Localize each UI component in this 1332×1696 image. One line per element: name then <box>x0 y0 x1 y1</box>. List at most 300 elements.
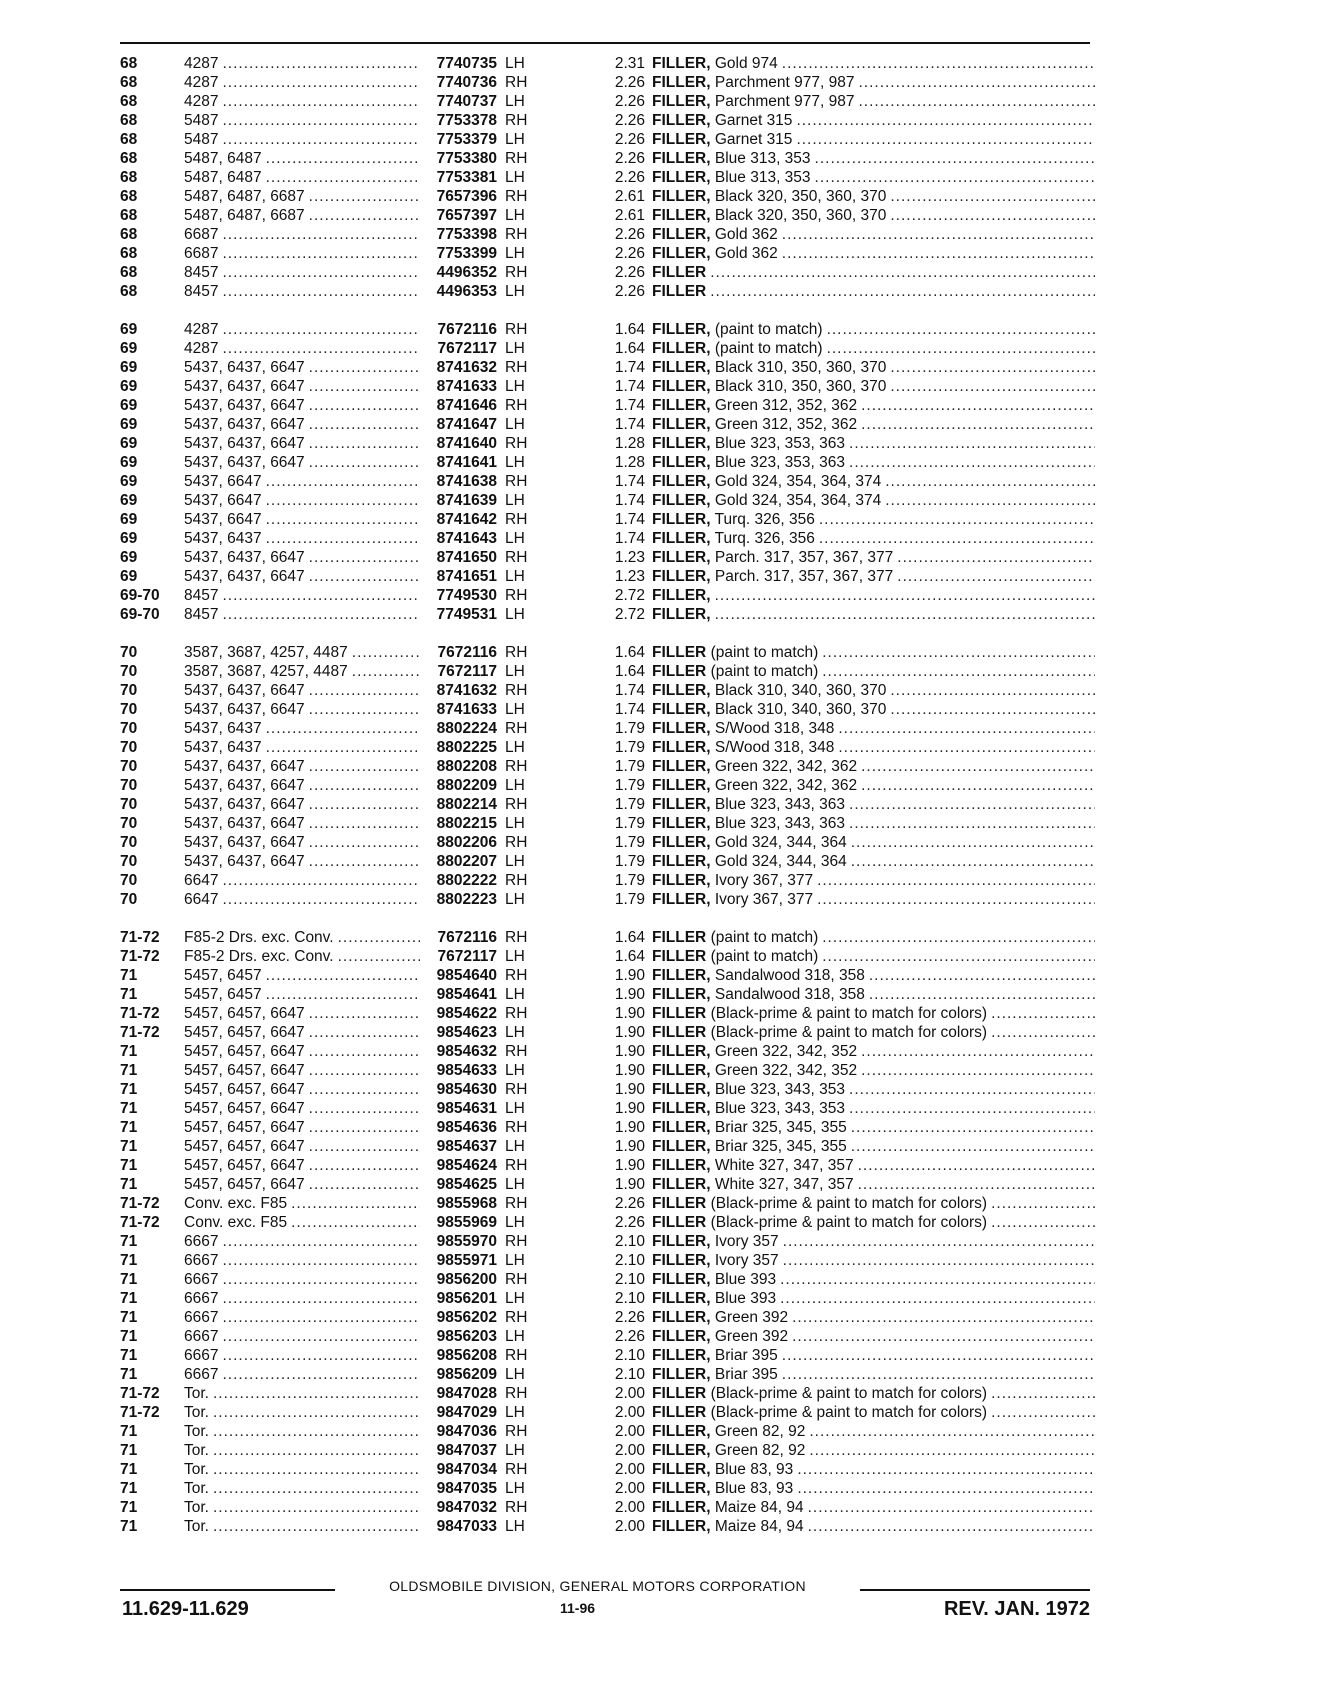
part-number: 9847034 <box>436 1461 497 1478</box>
side-indicator: LH <box>505 568 525 585</box>
leader-dots <box>851 1137 1095 1156</box>
model-year: 71 <box>120 1309 138 1326</box>
model-text: 6667 <box>184 1252 219 1269</box>
part-number: 4496353 <box>436 283 497 300</box>
part-number: 9856208 <box>436 1347 497 1364</box>
leader-dots <box>213 1384 420 1403</box>
model-text: 5437, 6437, 6647 <box>184 435 305 452</box>
model-year: 71-72 <box>120 929 160 946</box>
model-year: 71 <box>120 1347 138 1364</box>
color-description: Blue 323, 353, 363 <box>714 454 846 471</box>
model-numbers <box>184 1118 420 1137</box>
model-text: 5437, 6437, 6647 <box>184 682 305 699</box>
side-indicator: RH <box>505 1043 528 1060</box>
color-description: Green 322, 342, 362 <box>714 758 858 775</box>
part-name: FILLER, <box>652 454 711 471</box>
leader-dots <box>222 1327 420 1346</box>
part-description <box>652 1498 1095 1517</box>
part-number: 7657397 <box>436 207 497 224</box>
part-description <box>652 1251 1095 1270</box>
model-text: 5437, 6437 <box>184 530 262 547</box>
table-row <box>120 1441 1095 1460</box>
leader-dots <box>991 1004 1095 1023</box>
model-numbers <box>184 1517 420 1536</box>
part-name: FILLER, <box>652 682 711 699</box>
part-description <box>652 985 1095 1004</box>
leader-dots <box>222 1251 420 1270</box>
part-number: 8802209 <box>436 777 497 794</box>
list-price: 2.26 <box>614 93 645 110</box>
color-description: Blue 393 <box>714 1271 777 1288</box>
leader-dots <box>991 1194 1095 1213</box>
part-name: FILLER, <box>652 435 711 452</box>
leader-dots <box>861 776 1095 795</box>
model-numbers <box>184 1080 420 1099</box>
part-description <box>652 358 1095 377</box>
model-year: 71 <box>120 1499 138 1516</box>
list-price: 1.90 <box>614 1176 645 1193</box>
side-indicator: RH <box>505 226 528 243</box>
model-numbers <box>184 73 420 92</box>
model-year: 68 <box>120 207 138 224</box>
part-name: FILLER, <box>652 112 711 129</box>
list-price: 2.10 <box>614 1271 645 1288</box>
model-text: 5437, 6437, 6647 <box>184 549 305 566</box>
leader-dots <box>222 92 420 111</box>
color-description: (paint to match) <box>710 644 819 661</box>
model-numbers <box>184 1232 420 1251</box>
part-number: 8802225 <box>436 739 497 756</box>
part-number: 8741647 <box>436 416 497 433</box>
part-description <box>652 1023 1095 1042</box>
leader-dots <box>858 73 1095 92</box>
part-description <box>652 396 1095 415</box>
model-year: 71-72 <box>120 948 160 965</box>
leader-dots <box>782 244 1095 263</box>
list-price: 1.79 <box>614 739 645 756</box>
model-text: F85-2 Drs. exc. Conv. <box>184 929 334 946</box>
part-number: 8802223 <box>436 891 497 908</box>
table-row <box>120 1194 1095 1213</box>
leader-dots <box>861 415 1095 434</box>
table-row <box>120 1517 1095 1536</box>
part-name: FILLER, <box>652 834 711 851</box>
color-description: White 327, 347, 357 <box>714 1157 854 1174</box>
model-text: 6667 <box>184 1233 219 1250</box>
part-description <box>652 1118 1095 1137</box>
table-row <box>120 1023 1095 1042</box>
leader-dots <box>849 1080 1095 1099</box>
part-number: 7672116 <box>437 321 497 338</box>
model-numbers <box>184 814 420 833</box>
model-numbers <box>184 1441 420 1460</box>
part-description <box>652 871 1095 890</box>
list-price: 1.79 <box>614 834 645 851</box>
part-description <box>652 852 1095 871</box>
model-year: 71 <box>120 1252 138 1269</box>
part-name: FILLER, <box>652 1100 711 1117</box>
model-year: 71 <box>120 1043 138 1060</box>
model-numbers <box>184 605 420 624</box>
model-year: 71 <box>120 1100 138 1117</box>
model-numbers <box>184 719 420 738</box>
color-description: Blue 313, 353 <box>714 169 811 186</box>
model-numbers <box>184 168 420 187</box>
model-text: Tor. <box>184 1480 209 1497</box>
footer-rule-right <box>860 1589 1090 1591</box>
part-number: 9847035 <box>436 1480 497 1497</box>
list-price: 1.64 <box>614 340 645 357</box>
side-indicator: RH <box>505 264 528 281</box>
model-numbers <box>184 1460 420 1479</box>
table-row <box>120 1308 1095 1327</box>
part-name: FILLER <box>652 1404 707 1421</box>
part-name: FILLER, <box>652 74 711 91</box>
table-row <box>120 1422 1095 1441</box>
table-row <box>120 1042 1095 1061</box>
model-text: 5437, 6437, 6647 <box>184 815 305 832</box>
model-year: 70 <box>120 834 138 851</box>
part-name: FILLER, <box>652 1043 711 1060</box>
side-indicator: RH <box>505 1081 528 1098</box>
side-indicator: LH <box>505 454 525 471</box>
side-indicator: LH <box>505 701 525 718</box>
part-description <box>652 1460 1095 1479</box>
model-text: 5437, 6437, 6647 <box>184 568 305 585</box>
leader-dots <box>715 605 1095 624</box>
model-numbers <box>184 282 420 301</box>
section-gap <box>120 301 1095 320</box>
part-number: 8741643 <box>436 530 497 547</box>
leader-dots <box>222 1308 420 1327</box>
leader-dots <box>822 643 1095 662</box>
leader-dots <box>849 453 1095 472</box>
leader-dots <box>808 1517 1095 1536</box>
model-text: 6667 <box>184 1309 219 1326</box>
color-description: Ivory 367, 377 <box>714 872 814 889</box>
part-name: FILLER, <box>652 1119 711 1136</box>
leader-dots <box>815 149 1095 168</box>
list-price: 2.00 <box>614 1442 645 1459</box>
part-name: FILLER, <box>652 473 711 490</box>
model-text: 8457 <box>184 283 219 300</box>
part-description <box>652 1213 1095 1232</box>
leader-dots <box>780 1289 1095 1308</box>
list-price: 2.00 <box>614 1499 645 1516</box>
model-text: 5437, 6437, 6647 <box>184 701 305 718</box>
color-description: Ivory 357 <box>714 1233 779 1250</box>
side-indicator: RH <box>505 1385 528 1402</box>
part-name: FILLER <box>652 1005 707 1022</box>
model-text: 5437, 6437, 6647 <box>184 378 305 395</box>
leader-dots <box>809 1441 1095 1460</box>
model-year: 69 <box>120 530 138 547</box>
list-price: 2.10 <box>614 1233 645 1250</box>
part-number: 7672117 <box>437 663 497 680</box>
part-name: FILLER, <box>652 1480 711 1497</box>
leader-dots <box>783 1251 1095 1270</box>
side-indicator: RH <box>505 758 528 775</box>
model-text: 5487, 6487 <box>184 150 262 167</box>
part-description <box>652 282 1095 301</box>
leader-dots <box>849 434 1095 453</box>
leader-dots <box>222 73 420 92</box>
model-year: 70 <box>120 853 138 870</box>
leader-dots <box>782 1346 1095 1365</box>
revision-date: REV. JAN. 1972 <box>943 1598 1090 1620</box>
table-row <box>120 320 1095 339</box>
part-number: 8741638 <box>436 473 497 490</box>
model-numbers <box>184 434 420 453</box>
leader-dots <box>783 1232 1095 1251</box>
list-price: 2.10 <box>614 1347 645 1364</box>
part-description <box>652 1308 1095 1327</box>
model-numbers <box>184 415 420 434</box>
side-indicator: LH <box>505 815 525 832</box>
side-indicator: RH <box>505 397 528 414</box>
side-indicator: RH <box>505 682 528 699</box>
table-row <box>120 757 1095 776</box>
model-numbers <box>184 1403 420 1422</box>
part-description <box>652 1042 1095 1061</box>
leader-dots <box>222 111 420 130</box>
model-numbers <box>184 662 420 681</box>
list-price: 2.61 <box>614 188 645 205</box>
part-name: FILLER, <box>652 359 711 376</box>
list-price: 2.00 <box>614 1423 645 1440</box>
table-row <box>120 681 1095 700</box>
model-text: Tor. <box>184 1385 209 1402</box>
model-year: 69 <box>120 511 138 528</box>
list-price: 1.74 <box>614 492 645 509</box>
leader-dots <box>222 320 420 339</box>
color-description: Garnet 315 <box>714 131 793 148</box>
part-number: 8741641 <box>436 454 497 471</box>
model-numbers <box>184 510 420 529</box>
part-number: 9847028 <box>436 1385 497 1402</box>
model-numbers <box>184 1099 420 1118</box>
table-row <box>120 586 1095 605</box>
color-description: Parchment 977, 987 <box>714 74 855 91</box>
model-year: 71 <box>120 1290 138 1307</box>
list-price: 2.10 <box>614 1366 645 1383</box>
table-row <box>120 795 1095 814</box>
model-numbers <box>184 339 420 358</box>
leader-dots <box>222 130 420 149</box>
part-number: 9854637 <box>436 1138 497 1155</box>
part-name: FILLER, <box>652 397 711 414</box>
model-numbers <box>184 1289 420 1308</box>
part-name: FILLER <box>652 1024 707 1041</box>
part-number: 9847033 <box>436 1518 497 1535</box>
list-price: 2.26 <box>614 1328 645 1345</box>
table-row <box>120 453 1095 472</box>
part-description <box>652 1175 1095 1194</box>
leader-dots <box>817 890 1095 909</box>
part-number: 7753379 <box>436 131 497 148</box>
part-number: 7740737 <box>436 93 497 110</box>
color-description: Blue 323, 343, 353 <box>714 1081 846 1098</box>
leader-dots <box>890 681 1095 700</box>
part-number: 8802207 <box>436 853 497 870</box>
color-description: Green 322, 342, 352 <box>714 1062 858 1079</box>
part-number: 9854632 <box>436 1043 497 1060</box>
model-year: 68 <box>120 55 138 72</box>
model-numbers <box>184 1042 420 1061</box>
part-number: 9856203 <box>436 1328 497 1345</box>
model-text: 5437, 6437 <box>184 720 262 737</box>
model-numbers <box>184 1213 420 1232</box>
part-description <box>652 1346 1095 1365</box>
model-year: 71-72 <box>120 1195 160 1212</box>
leader-dots <box>858 1175 1095 1194</box>
part-number: 9847037 <box>436 1442 497 1459</box>
table-row <box>120 1327 1095 1346</box>
part-description <box>652 1137 1095 1156</box>
color-description: Briar 325, 345, 355 <box>714 1138 847 1155</box>
part-description <box>652 225 1095 244</box>
leader-dots <box>822 947 1095 966</box>
side-indicator: LH <box>505 340 525 357</box>
color-description: Ivory 367, 377 <box>714 891 814 908</box>
side-indicator: LH <box>505 492 525 509</box>
side-indicator: LH <box>505 1404 525 1421</box>
part-number: 8741633 <box>436 378 497 395</box>
leader-dots <box>869 985 1095 1004</box>
section-gap <box>120 624 1095 643</box>
model-text: 5457, 6457, 6647 <box>184 1138 305 1155</box>
part-name: FILLER, <box>652 815 711 832</box>
model-year: 69 <box>120 435 138 452</box>
model-year: 70 <box>120 815 138 832</box>
model-text: Tor. <box>184 1518 209 1535</box>
side-indicator: LH <box>505 986 525 1003</box>
side-indicator: RH <box>505 150 528 167</box>
part-name: FILLER, <box>652 796 711 813</box>
model-text: 8457 <box>184 264 219 281</box>
part-number: 8802224 <box>436 720 497 737</box>
part-description <box>652 1441 1095 1460</box>
part-description <box>652 472 1095 491</box>
model-text: 5457, 6457, 6647 <box>184 1119 305 1136</box>
part-description <box>652 890 1095 909</box>
part-number: 8802208 <box>436 758 497 775</box>
list-price: 2.26 <box>614 1195 645 1212</box>
part-description <box>652 1194 1095 1213</box>
model-year: 71 <box>120 1176 138 1193</box>
side-indicator: LH <box>505 131 525 148</box>
table-row <box>120 1061 1095 1080</box>
parts-table <box>120 54 1095 1536</box>
list-price: 1.79 <box>614 777 645 794</box>
part-description <box>652 1403 1095 1422</box>
part-number: 7672117 <box>437 948 497 965</box>
side-indicator: LH <box>505 606 525 623</box>
model-numbers <box>184 1365 420 1384</box>
model-numbers <box>184 472 420 491</box>
part-description <box>652 206 1095 225</box>
color-description: (Black-prime & paint to match for colors) <box>710 1404 988 1421</box>
table-row <box>120 282 1095 301</box>
side-indicator: LH <box>505 1100 525 1117</box>
model-year: 71 <box>120 986 138 1003</box>
side-indicator: LH <box>505 1442 525 1459</box>
table-row <box>120 567 1095 586</box>
part-name: FILLER, <box>652 1499 711 1516</box>
part-name: FILLER <box>652 283 707 300</box>
table-row <box>120 92 1095 111</box>
part-description <box>652 187 1095 206</box>
color-description: White 327, 347, 357 <box>714 1176 854 1193</box>
model-text: 4287 <box>184 93 219 110</box>
part-number: 8741632 <box>436 682 497 699</box>
side-indicator: RH <box>505 967 528 984</box>
part-number: 7672116 <box>437 929 497 946</box>
model-text: 5487, 6487, 6687 <box>184 207 305 224</box>
part-description <box>652 1289 1095 1308</box>
side-indicator: LH <box>505 948 525 965</box>
side-indicator: RH <box>505 1157 528 1174</box>
side-indicator: LH <box>505 1252 525 1269</box>
model-text: 5437, 6437, 6647 <box>184 758 305 775</box>
model-numbers <box>184 320 420 339</box>
color-description: Gold 974 <box>714 55 778 72</box>
part-number: 7740735 <box>436 55 497 72</box>
model-year: 69-70 <box>120 587 160 604</box>
part-number: 8802206 <box>436 834 497 851</box>
part-description <box>652 73 1095 92</box>
table-row <box>120 1365 1095 1384</box>
part-name: FILLER, <box>652 245 711 262</box>
leader-dots <box>808 1498 1095 1517</box>
leader-dots <box>222 1289 420 1308</box>
side-indicator: LH <box>505 891 525 908</box>
list-price: 1.90 <box>614 1081 645 1098</box>
model-year: 71 <box>120 1271 138 1288</box>
table-row <box>120 1137 1095 1156</box>
side-indicator: LH <box>505 169 525 186</box>
part-number: 9854630 <box>436 1081 497 1098</box>
model-numbers <box>184 1346 420 1365</box>
part-description <box>652 510 1095 529</box>
color-description: Black 310, 340, 360, 370 <box>714 701 887 718</box>
part-number: 7672116 <box>437 644 497 661</box>
color-description: Ivory 357 <box>714 1252 779 1269</box>
model-text: F85-2 Drs. exc. Conv. <box>184 948 334 965</box>
list-price: 2.00 <box>614 1404 645 1421</box>
table-row <box>120 985 1095 1004</box>
model-numbers <box>184 92 420 111</box>
side-indicator: RH <box>505 435 528 452</box>
color-description: (Black-prime & paint to match for colors) <box>710 1195 988 1212</box>
table-row <box>120 73 1095 92</box>
part-number: 7749531 <box>436 606 497 623</box>
table-row <box>120 1232 1095 1251</box>
part-number: 9847036 <box>436 1423 497 1440</box>
leader-dots <box>213 1441 420 1460</box>
model-text: Tor. <box>184 1442 209 1459</box>
part-name: FILLER, <box>652 188 711 205</box>
side-indicator: RH <box>505 720 528 737</box>
model-numbers <box>184 1137 420 1156</box>
model-text: 5487 <box>184 131 219 148</box>
color-description: Black 320, 350, 360, 370 <box>714 188 887 205</box>
part-name: FILLER, <box>652 606 711 623</box>
leader-dots <box>222 54 420 73</box>
color-description: Gold 324, 344, 364 <box>714 834 847 851</box>
leader-dots <box>782 1365 1095 1384</box>
part-name: FILLER, <box>652 1290 711 1307</box>
